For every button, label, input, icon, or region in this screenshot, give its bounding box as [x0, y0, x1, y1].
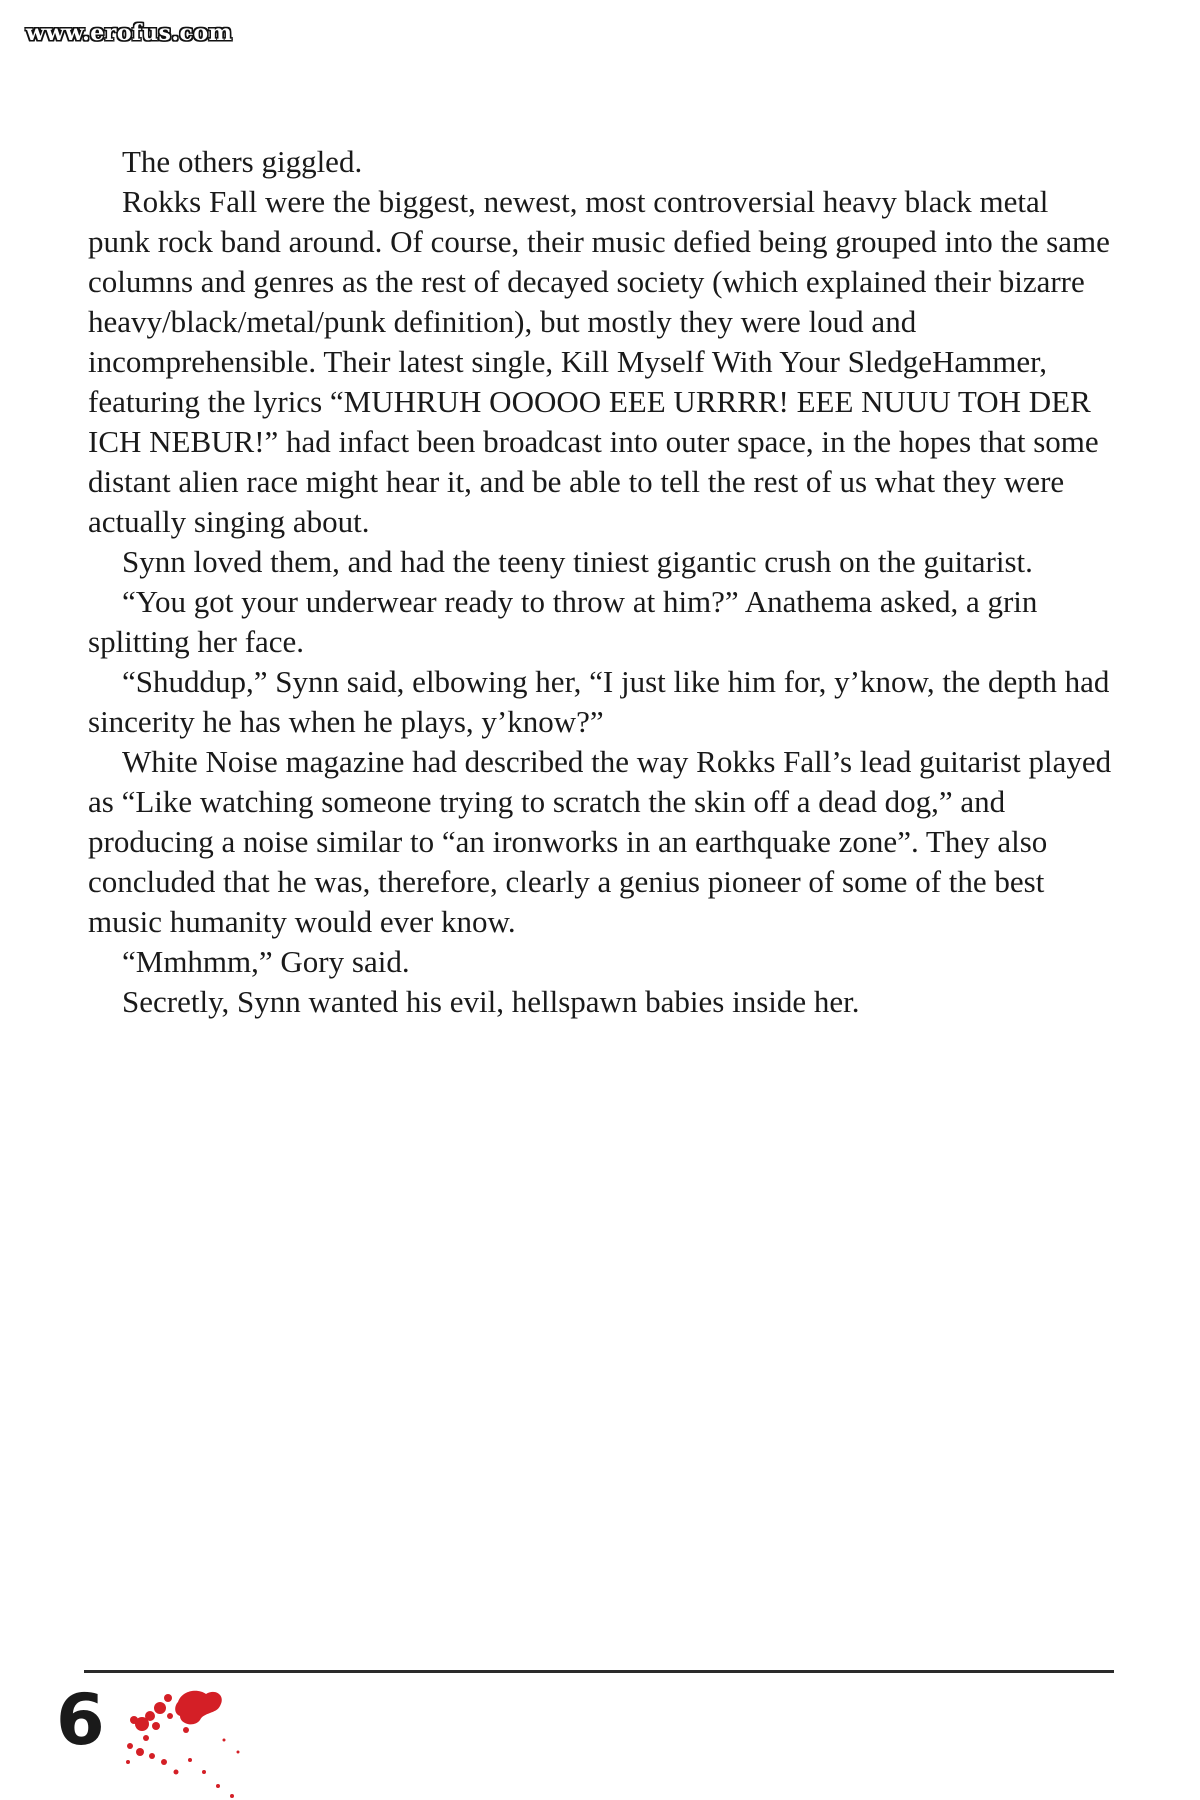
- paragraph: “You got your underwear ready to throw at him?” Anathema asked, a grin splitting her face.: [88, 584, 1038, 659]
- watermark: www.erofus.com: [26, 20, 233, 46]
- paragraph: “Shuddup,” Synn said, elbowing her, “I just like him for, y’know, the depth had sincerity he has when he plays, y’know?”: [88, 664, 1110, 739]
- body-text: [88, 142, 1118, 1022]
- paragraph: Secretly, Synn wanted his evil, hellspawn babies inside her.: [122, 984, 860, 1019]
- paragraph: Rokks Fall were the biggest, newest, most controversial heavy black metal punk rock band around. Of course, their music defied being grouped into the same columns and genres as the rest of decayed society (which explained their bizarre heavy/black/metal/punk definition), but mostly they were loud and incomprehensible. Their latest single, Kill Myself With Your SledgeHammer, featuring the lyrics “MUHRUH OOOOO EEE URRRR! EEE NUUU TOH DER ICH NEBUR!” had infact been broadcast into outer space, in the hopes that some distant alien race might hear it, and be able to tell the rest of us what they were actually singing about.: [88, 184, 1110, 539]
- footer-rule: [84, 1670, 1114, 1673]
- paragraph: Synn loved them, and had the teeny tiniest gigantic crush on the guitarist.: [122, 544, 1033, 579]
- paragraph: “Mmhmm,” Gory said.: [122, 944, 410, 979]
- paragraph: White Noise magazine had described the way Rokks Fall’s lead guitarist played as “Like watching someone trying to scratch the skin off a dead dog,” and producing a noise similar to “an ironworks in an earthquake zone”. They also concluded that he was, therefore, clearly a genius pioneer of some of the best music humanity would ever know.: [88, 744, 1112, 939]
- paragraph: The others giggled.: [122, 144, 363, 179]
- blood-splatter-icon: [120, 1680, 280, 1800]
- page-number: 6: [56, 1679, 105, 1761]
